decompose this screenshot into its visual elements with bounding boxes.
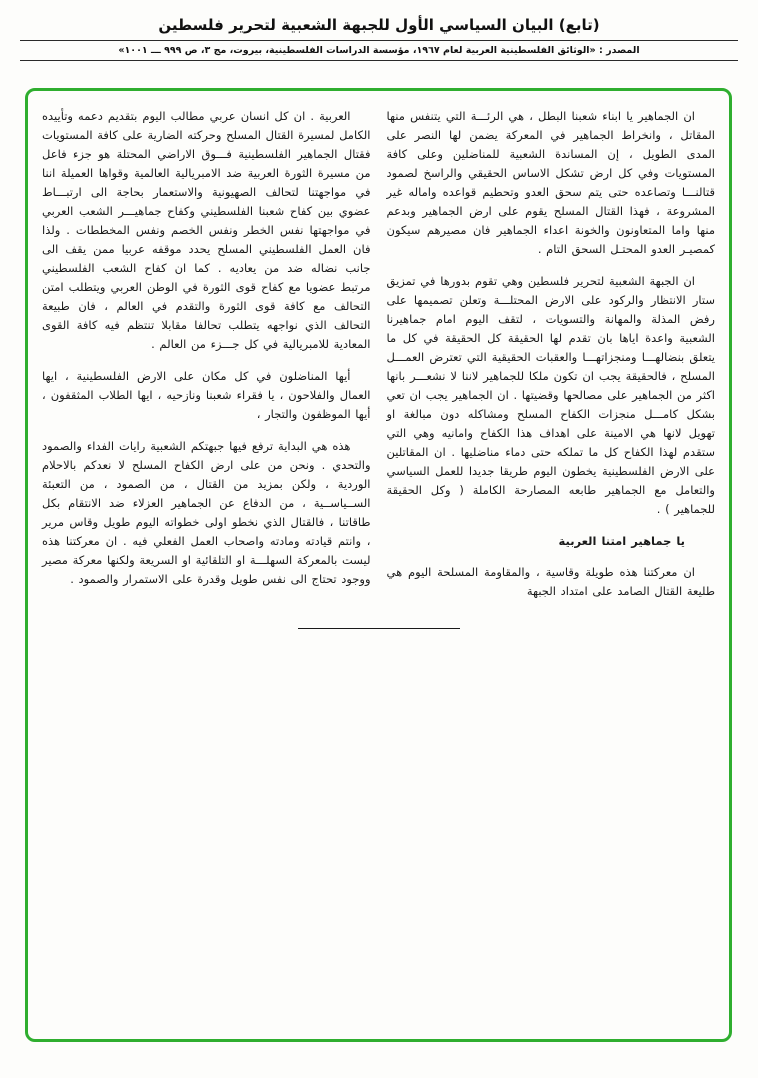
column-right xyxy=(387,107,716,602)
column-left xyxy=(42,107,371,602)
paragraph: هذه هي البداية ترفع فيها جبهتكم الشعبية رايات الفداء والصمود والتحدي . ونحن من على ارض الكفاح المسلح لا نعدكم بالاحلام الوردية ، ولكن بمزيد من القتال ، من الصمود ، من التعبئة الســياســية ، من الدفاع عن الجماهير العزلاء ضد الانتقام بكل طاقاتنا ، فالقتال الذي نخطو اولى خطواته اليوم طويل وقاس مرير ، وانتم قيادته ومادته واصحاب العمل الفعلي فيه . ان معركتنا هذه ليست بالمعركة السهلـــة او التلقائية او السريعة ولكنها معركة مصير ووجود تحتاج الى نفس طويل وقدرة على الاستمرار والصمود . xyxy=(42,439,371,586)
source-line: المصدر : «الوثائق الفلسطينية العربية لعام ١٩٦٧، مؤسسة الدراسات الفلسطينية، بيروت، مج ٣، ص ٩٩٩ ـــ ١٠٠١» xyxy=(118,45,640,56)
page-header xyxy=(0,0,758,61)
paragraph: أيها المناضلون في كل مكان على الارض الفلسطينية ، ايها العمال والفلاحون ، يا فقراء شعبنا ونازحيه ، ايها الطلاب المثقفون ، أيها الموظفون والتجار ، xyxy=(42,369,371,421)
section-subheading: يا جماهير امتنا العربية xyxy=(558,534,685,548)
paragraph: ان الجبهة الشعبية لتحرير فلسطين وهي تقوم بدورها في تمزيق ستار الانتظار والركود على الارض المحتلـــة وتعلن تصميمها على رفض المذلة والمهانة والتسويات ، لتقف اليوم امام جماهيرنا الشعبية واعدة اياها بان تقدم لها الحقيقة كل الحقيقة في كل ما يتعلق بنضالهـــا ومنجزاتهـــا والعقبات الحقيقية التي تعترض العمـــل المسلح ، فالحقيقة يجب ان تكون ملكا للجماهير لاننا لا نشعـــر بانها اكثر من الجماهير على مصالحها وقضيتها . ان الجماهير يجب ان تعي بشكل كامـــل منجزات الكفاح المسلح ومشاكله دون مبالغة او تهويل لانها هي الامينة على اهداف هذا الكفاح وامانيه وهي التي ستقدم لهذا الكفاح كل ما تملكه حتى دماء مناضليها . ان المقاتلين على الارض الفلسطينية يخطون اليوم طريقا جديدا للعمل السياسي والتعامل مع الجماهير طابعه المصارحة الكاملة ( وكل الحقيقة للجماهير ) . xyxy=(386,274,715,516)
paragraph: ان الجماهير يا ابناء شعبنا البطل ، هي الرئـــة التي يتنفس منها المقاتل ، وانخراط الجماهير في المعركة يضمن لها النصر على المدى الطويل ، إن المساندة الشعبية للمناضلين وعلى كافة المستويات وفي كل ارض تشكل الاساس الحقيقي والراسخ لصمود قتالنـــا وتصاعده حتى يتم سحق العدو وتحطيم قواعده واماله غير المشروعة ، فهذا القتال المسلح يقوم على ارض الجماهير وبدعم منها واما المتعاونون والخونة اعداء الجماهير فان مصيرهم سيكون كمصيـر العدو المحتـل السحق التام . xyxy=(386,109,715,256)
end-divider xyxy=(298,628,460,629)
header-rule-bottom xyxy=(20,60,738,61)
content-frame xyxy=(25,88,732,1042)
paragraph: ان معركتنا هذه طويلة وقاسية ، والمقاومة المسلحة اليوم هي طليعة القتال الصامد على امتداد الجبهة xyxy=(386,565,715,598)
header-rule-top xyxy=(20,40,738,41)
text-columns xyxy=(42,107,715,602)
page-title: (تابع) البيان السياسي الأول للجبهة الشعبية لتحرير فلسطين xyxy=(158,16,600,34)
paragraph: العربية . ان كل انسان عربي مطالب اليوم بتقديم دعمه وتأييده الكامل لمسيرة القتال المسلح وحركته الضارية على كافة المستويات فقتال الجماهير الفلسطينية فـــوق الاراضي المحتلة هو جزء فاعل من مسيرة الثورة العربية ضد الامبريالية العالمية وقواها العميلة اننا في مواجهتنا لتحالف الصهيونية والاستعمار بحاجة الى ارتبـــاط عضوي بين كفاح شعبنا الفلسطيني وكفاح جماهيـــر الشعب العربي في مواجهتها نفس الخطر ونفس الخصم ونفس المخططات . ولذا فان العمل الفلسطيني المسلح يحدد موقفه عربيا ممن يقف الى جانب نضاله ضد من يعاديه . كما ان كفاح الشعب الفلسطيني مرتبط عضويا مع كفاح قوى الثورة في الوطن العربي ويتطلب امتن التحالف مع كافة قوى الثورة والتقدم في العالم ، فان طبيعة التحالف الذي نواجهه يتطلب تحالفا مقابلا تنتظم فيه كافة القوى المعادية للامبريالية في كل جـــزء من العالم . xyxy=(42,109,371,351)
